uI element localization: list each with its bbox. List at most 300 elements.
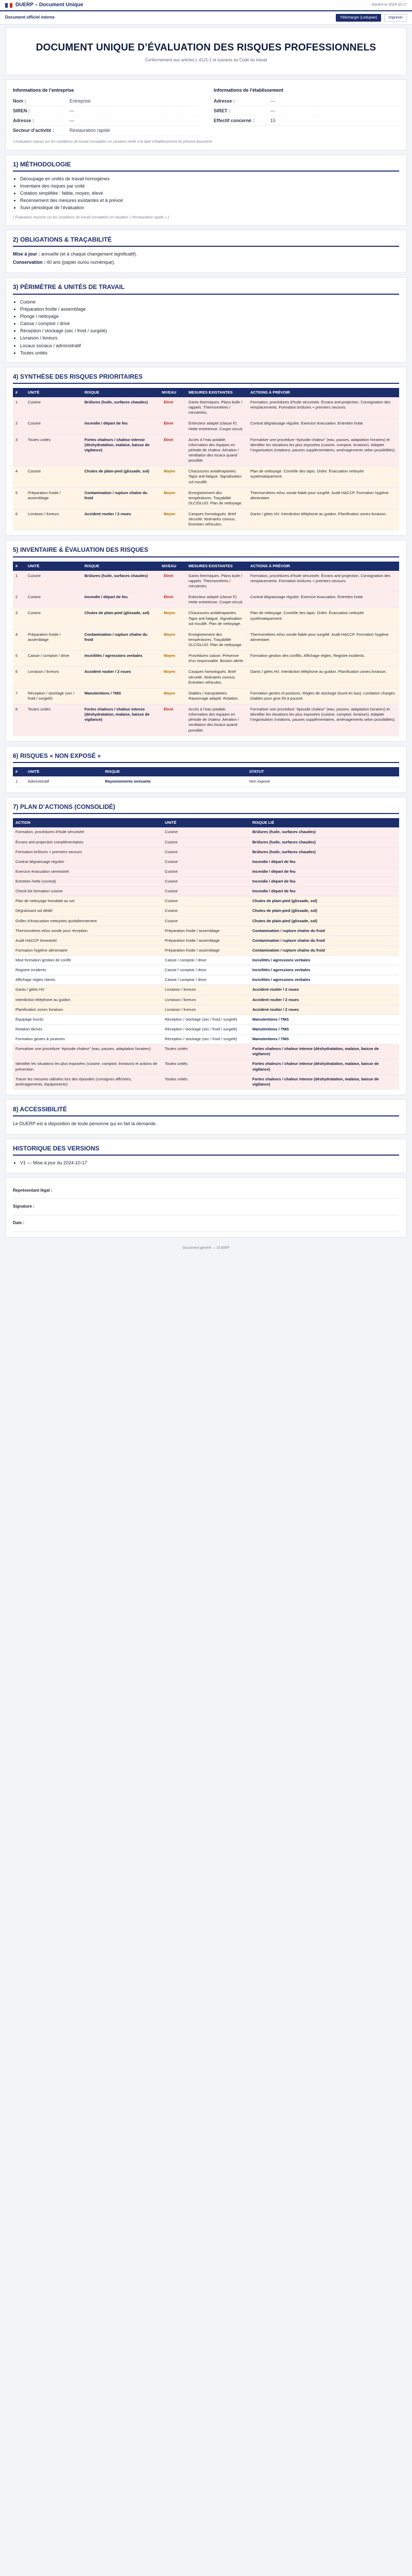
table-row xyxy=(13,1014,399,1024)
table-row xyxy=(13,434,399,466)
inventory-table xyxy=(13,562,399,736)
table-row xyxy=(13,867,399,876)
linked-risk-cell: Manutentions / TMS xyxy=(250,1035,399,1044)
signature-label: Date : xyxy=(13,1221,25,1226)
priority-risks-section xyxy=(5,367,407,536)
linked-risk-cell: Fortes chaleurs / chaleur intense (déshydratation, malaise, baisse de vigilance) xyxy=(250,1074,399,1089)
planned-actions-cell: Formation, procédures d’huile sécurisée. Écrans anti-projection. Consignation des remplacements. Formation brûlures + premiers secours. xyxy=(248,571,399,592)
document-title: DOCUMENT UNIQUE D’ÉVALUATION DES RISQUES PROFESSIONNELS xyxy=(36,42,376,53)
update-paragraph xyxy=(13,251,399,257)
company-field-value: Entreprise xyxy=(70,98,91,104)
flag-icon xyxy=(5,3,12,8)
table-row xyxy=(13,995,399,1005)
linked-risk-cell: Incivilités / agressions verbales xyxy=(250,975,399,985)
column-header: UNITÉ xyxy=(162,818,250,827)
company-field-row xyxy=(13,116,198,126)
unit-cell: Livraison / livreurs xyxy=(162,1005,250,1014)
table-row xyxy=(13,509,399,530)
risk-cell: Brûlures (huile, surfaces chaudes) xyxy=(82,571,159,592)
signature-field[interactable] xyxy=(80,1221,399,1226)
level-badge: Moyen xyxy=(164,612,176,616)
action-cell: Identifier les situations les plus exposées (cuisine, comptoir, livraison) et actions de prévention xyxy=(13,1059,162,1074)
existing-measures-cell: Accès à l’eau potable. Information des équipes en période de chaleur. Aération / ventilation des locaux quand possible. xyxy=(186,704,248,736)
action-cell: Contrat dégraissage régulier xyxy=(13,857,162,867)
linked-risk-cell: Brûlures (huile, surfaces chaudes) xyxy=(250,827,399,837)
table-row xyxy=(13,887,399,896)
planned-actions-cell: Plan de nettoyage. Contrôle des tapis. Ordre. Évacuation nettoyée systématiquement. xyxy=(248,608,399,629)
signature-row xyxy=(13,1199,399,1215)
top-bar xyxy=(0,0,412,11)
action-cell: Grilles d’évacuation nettoyées quotidiennement xyxy=(13,916,162,926)
action-cell: Écrans anti-projection complémentaires xyxy=(13,837,162,847)
action-cell: Équipage lourds xyxy=(13,1014,162,1024)
signatures-section xyxy=(5,1177,407,1238)
linked-risk-cell: Chutes de plain-pied (glissade, sol) xyxy=(250,906,399,916)
table-row xyxy=(13,926,399,936)
planned-actions-cell: Formation, procédures d’huile sécurisée. Écrans anti-projection. Consignation des remplacements. Formation brûlures + premiers secours. xyxy=(248,397,399,418)
risk-cell: Chutes de plain-pied (glissade, sol) xyxy=(82,608,159,629)
update-text: annuelle (et à chaque changement significatif). xyxy=(41,251,138,257)
non-exposed-table xyxy=(13,767,399,787)
action-cell: Formation hygiène alimentaire xyxy=(13,945,162,955)
linked-risk-cell: Accident routier / 2 roues xyxy=(250,995,399,1005)
existing-measures-cell: Extincteur adapté (classe F). Hotte entretenue. Coupe-circuit. xyxy=(186,592,248,608)
linked-risk-cell: Contamination / rupture chaîne du froid xyxy=(250,926,399,936)
linked-risk-cell: Contamination / rupture chaîne du froid xyxy=(250,945,399,955)
table-row xyxy=(13,877,399,887)
action-cell: Tracer les mesures utilisées lors des épisodes (consignes affichées, aménagements, équipements) xyxy=(13,1074,162,1089)
level-cell xyxy=(159,592,186,608)
action-cell: Dégraissant sol dédié xyxy=(13,906,162,916)
table-row xyxy=(13,985,399,995)
level-badge: Moyen xyxy=(164,691,176,696)
linked-risk-cell: Incivilités / agressions verbales xyxy=(250,956,399,965)
unit-cell: Caisse / comptoir / drive xyxy=(25,651,82,667)
linked-risk-cell: Incendie / départ de feu xyxy=(250,877,399,887)
risk-cell: Chutes de plain-pied (glissade, sol) xyxy=(82,466,159,487)
unit-cell: Livraison / livreurs xyxy=(25,667,82,688)
section-title: 2) OBLIGATIONS & TRAÇABILITÉ xyxy=(13,235,399,247)
history-item: • V1 — Mise à jour du 2024-10-17 xyxy=(20,1160,399,1166)
action-cell: Exercice évacuation semestriel xyxy=(13,867,162,876)
row-number: 2 xyxy=(13,418,25,434)
table-row xyxy=(13,1024,399,1034)
risk-cell: Rayonnements ionisants xyxy=(102,776,247,787)
work-unit-item: • Livraison / livreurs xyxy=(20,335,399,341)
obligations-section xyxy=(5,230,407,273)
column-header: RISQUE xyxy=(102,767,247,776)
unit-cell: Cuisine xyxy=(162,847,250,857)
linked-risk-cell: Incendie / départ de feu xyxy=(250,867,399,876)
section-title: 3) PÉRIMÈTRE & UNITÉS DE TRAVAIL xyxy=(13,283,399,294)
unit-cell: Cuisine xyxy=(162,867,250,876)
table-row xyxy=(13,704,399,736)
establishment-field-value: 15 xyxy=(270,117,276,123)
section-title: HISTORIQUE DES VERSIONS xyxy=(13,1144,399,1156)
risk-cell: Accident routier / 2 roues xyxy=(82,667,159,688)
row-number: 1 xyxy=(13,571,25,592)
work-unit-item: • Préparation froide / assemblage xyxy=(20,306,399,312)
unit-cell: Réception / stockage (sec / froid / surgelé) xyxy=(162,1024,250,1034)
linked-risk-cell: Manutentions / TMS xyxy=(250,1024,399,1034)
unit-cell: Livraison / livreurs xyxy=(162,985,250,995)
brand-title: DUERP – Document Unique xyxy=(15,2,83,8)
conservation-label: Conservation : xyxy=(13,260,46,265)
establishment-field-label: Effectif concerné : xyxy=(214,117,254,123)
page-footer: Document généré — DUERP xyxy=(182,1246,230,1250)
accessibility-text: Le DUERP est à disposition de toute personne qui en fait la demande. xyxy=(13,1121,157,1127)
linked-risk-cell: Manutentions / TMS xyxy=(250,1014,399,1024)
risk-cell: Incendie / départ de feu xyxy=(82,592,159,608)
work-unit-item: • Toutes unités xyxy=(20,350,399,356)
establishment-field-row xyxy=(214,106,399,116)
table-row xyxy=(13,847,399,857)
existing-measures-cell: Chaussures antidérapantes. Tapis anti-fatigue. Signalisation sol mouillé. Plan de nettoyage. xyxy=(186,608,248,629)
unit-cell: Cuisine xyxy=(162,916,250,926)
hero-section xyxy=(5,28,407,75)
table-row xyxy=(13,827,399,837)
linked-risk-cell: Incendie / départ de feu xyxy=(250,887,399,896)
work-unit-item: • Cuisine xyxy=(20,299,399,305)
document-label: Document officiel interne xyxy=(5,15,55,20)
inventory-section xyxy=(5,540,407,741)
table-row xyxy=(13,896,399,906)
unit-cell: Préparation froide / assemblage xyxy=(162,945,250,955)
column-header: UNITÉ xyxy=(25,388,82,397)
action-cell: Check-list formation cuisine xyxy=(13,887,162,896)
table-row xyxy=(13,1059,399,1074)
linked-risk-cell: Contamination / rupture chaîne du froid xyxy=(250,936,399,945)
action-cell: Formation, procédures d’huile sécurisée xyxy=(13,827,162,837)
row-number: 3 xyxy=(13,608,25,629)
unit-cell: Préparation froide / assemblage xyxy=(162,936,250,945)
methodology-item: • Suivi périodique de l’évaluation xyxy=(20,205,399,211)
level-cell xyxy=(159,629,186,650)
sub-bar xyxy=(0,11,412,25)
company-field-value: Restauration rapide xyxy=(70,128,110,133)
column-header: MESURES EXISTANTES xyxy=(186,562,248,571)
row-number: 7 xyxy=(13,688,25,704)
action-cell: Mise formation gestion de conflit xyxy=(13,956,162,965)
existing-measures-cell: Gants thermiques. Plans bulle / rappels. Thermomètres / minuteries. xyxy=(186,571,248,592)
table-row xyxy=(13,629,399,650)
accessibility-section xyxy=(5,1099,407,1134)
unit-cell: Toutes unités xyxy=(162,1074,250,1089)
table-row xyxy=(13,936,399,945)
establishment-info xyxy=(214,85,399,136)
level-badge: Élevé xyxy=(164,422,174,426)
non-exposed-section xyxy=(5,746,407,793)
unit-cell: Cuisine xyxy=(25,608,82,629)
linked-risk-cell: Incendie / départ de feu xyxy=(250,857,399,867)
planned-actions-cell: Gants / gilets HV. Interdiction téléphone au guidon. Planification zones livraison. xyxy=(248,509,399,530)
action-cell: Audit HACCP trimestriel xyxy=(13,936,162,945)
table-row xyxy=(13,776,399,787)
brand xyxy=(5,2,83,9)
signature-field[interactable] xyxy=(80,1204,399,1210)
signature-field[interactable] xyxy=(80,1188,399,1194)
row-number: 2 xyxy=(13,592,25,608)
unit-cell: Cuisine xyxy=(25,571,82,592)
risk-cell: Brûlures (huile, surfaces chaudes) xyxy=(82,397,159,418)
work-unit-item: • Réception / stockage (sec / froid / surgelé) xyxy=(20,328,399,334)
level-badge: Élevé xyxy=(164,596,174,600)
table-row xyxy=(13,418,399,434)
establishment-field-value: — xyxy=(270,108,275,113)
action-cell: Thermomètres et/ou sonde pour réception xyxy=(13,926,162,936)
table-row xyxy=(13,487,399,509)
planned-actions-cell: Formaliser une procédure “épisode chaleur” (eau, pauses, adaptation horaires) et identifier les situations les plus exposées (cuisine, comptoir, livraison). Adapter l’organisation (rotations, pauses supplémentaires, aménagements selon possibilités). xyxy=(248,434,399,466)
methodology-item: • Découpage en unités de travail homogènes xyxy=(20,176,399,182)
methodology-section xyxy=(5,155,407,226)
level-cell xyxy=(159,487,186,509)
level-cell xyxy=(159,466,186,487)
priority-risks-table xyxy=(13,388,399,531)
unit-cell: Réception / stockage (sec / froid / surgelé) xyxy=(25,688,82,704)
column-header: # xyxy=(13,562,25,571)
table-row xyxy=(13,651,399,667)
column-header: ACTION xyxy=(13,818,162,827)
establishment-field-label: Adresse : xyxy=(214,98,235,104)
linked-risk-cell: Fortes chaleurs / chaleur intense (déshydratation, malaise, baisse de vigilance) xyxy=(250,1059,399,1074)
unit-cell: Cuisine xyxy=(162,837,250,847)
existing-measures-cell: Enregistrement des températures. Traçabilité DLC/DLUO. Plan de nettoyage. xyxy=(186,629,248,650)
table-row xyxy=(13,667,399,688)
action-cell: Interdiction téléphone au guidon xyxy=(13,995,162,1005)
unit-cell: Cuisine xyxy=(25,418,82,434)
table-row xyxy=(13,916,399,926)
unit-cell: Caisse / comptoir / drive xyxy=(162,956,250,965)
perimeter-section xyxy=(5,277,407,362)
company-field-label: Nom : xyxy=(13,98,26,104)
existing-measures-cell: Accès à l’eau potable. Information des équipes en période de chaleur. Aération / ventilation des locaux quand possible. xyxy=(186,434,248,466)
action-cell: Rotation tâches xyxy=(13,1024,162,1034)
linked-risk-cell: Brûlures (huile, surfaces chaudes) xyxy=(250,837,399,847)
level-badge: Moyen xyxy=(164,670,176,674)
row-number: 1 xyxy=(13,397,25,418)
company-field-value: — xyxy=(70,108,74,113)
level-cell xyxy=(159,434,186,466)
level-badge: Moyen xyxy=(164,513,176,517)
action-cell: Gants / gilets HV xyxy=(13,985,162,995)
existing-measures-cell: Casques homologués. Brief sécurité. Itinéraires connus. Entretien véhicules. xyxy=(186,667,248,688)
establishment-field-value: — xyxy=(270,98,275,104)
row-number: 4 xyxy=(13,466,25,487)
section-title: 4) SYNTHÈSE DES RISQUES PRIORITAIRES xyxy=(13,372,399,384)
row-number: 5 xyxy=(13,487,25,509)
linked-risk-cell: Brûlures (huile, surfaces chaudes) xyxy=(250,847,399,857)
unit-cell: Réception / stockage (sec / froid / surgelé) xyxy=(162,1035,250,1044)
column-header: ACTIONS À PRÉVOIR xyxy=(248,562,399,571)
table-row xyxy=(13,857,399,867)
planned-actions-cell: Thermomètres et/ou sonde fiable pour surgélé. Audit HACCP. Formation hygiène alimentaire. xyxy=(248,487,399,509)
download-button[interactable]: Télécharger (Ledupwe) xyxy=(336,14,381,22)
table-row xyxy=(13,1035,399,1044)
unit-cell: Caisse / comptoir / drive xyxy=(162,975,250,985)
row-number: 6 xyxy=(13,509,25,530)
column-header: NIVEAU xyxy=(159,562,186,571)
column-header: STATUT xyxy=(247,767,399,776)
generated-date: Généré le 2024-10-17 xyxy=(371,3,407,7)
methodology-list xyxy=(13,176,399,211)
existing-measures-cell: Enregistrement des températures. Traçabilité DLC/DLUO. Plan de nettoyage. xyxy=(186,487,248,509)
unit-cell: Cuisine xyxy=(162,887,250,896)
table-row xyxy=(13,837,399,847)
conservation-paragraph xyxy=(13,259,399,265)
risk-cell: Accident routier / 2 roues xyxy=(82,509,159,530)
section-title: 6) RISQUES « NON EXPOSÉ » xyxy=(13,752,399,763)
column-header: # xyxy=(13,388,25,397)
unit-cell: Préparation froide / assemblage xyxy=(162,926,250,936)
unit-cell: Livraison / livreurs xyxy=(25,509,82,530)
info-note: L’évaluation repose sur les conditions de travail constatées en situation réelle à la date d’établissement du présent document. xyxy=(13,140,213,144)
row-number: 4 xyxy=(13,629,25,650)
level-cell xyxy=(159,688,186,704)
work-unit-item: • Locaux sociaux / administratif xyxy=(20,343,399,349)
unit-cell: Cuisine xyxy=(25,592,82,608)
level-cell xyxy=(159,608,186,629)
company-info xyxy=(13,85,198,136)
row-number: 3 xyxy=(13,434,25,466)
signature-row xyxy=(13,1183,399,1199)
work-unit-item: • Plonge / nettoyage xyxy=(20,313,399,319)
status-cell: Non exposé xyxy=(247,776,399,787)
unit-cell: Cuisine xyxy=(162,877,250,887)
company-field-label: SIREN : xyxy=(13,108,30,113)
action-cell: Formation brûlures + premiers secours xyxy=(13,847,162,857)
unit-cell: Cuisine xyxy=(25,397,82,418)
linked-risk-cell: Chutes de plain-pied (glissade, sol) xyxy=(250,896,399,906)
signature-row xyxy=(13,1215,399,1232)
methodology-note: ( Évaluation reposée sur les conditions de travail constatées en situation « Restauration rapide » ) xyxy=(13,215,169,219)
action-cell: Plan de nettoyage horodaté au sol xyxy=(13,896,162,906)
company-field-row xyxy=(13,96,198,106)
table-row xyxy=(13,397,399,418)
section-title: 8) ACCESSIBILITÉ xyxy=(13,1105,399,1116)
unit-cell: Cuisine xyxy=(162,896,250,906)
planned-actions-cell: Contrat dégraissage régulier. Exercice évacuation. Entretien hotte. xyxy=(248,592,399,608)
risk-cell: Contamination / rupture chaîne du froid xyxy=(82,487,159,509)
level-badge: Élevé xyxy=(164,401,174,405)
methodology-item: • Recensement des mesures existantes et à prévoir xyxy=(20,197,399,204)
existing-measures-cell: Gants thermiques. Plans bulle / rappels. Thermomètres / minuteries. xyxy=(186,397,248,418)
table-row xyxy=(13,608,399,629)
level-badge: Élevé xyxy=(164,708,174,712)
action-cell: Planification zones livraison xyxy=(13,1005,162,1014)
level-cell xyxy=(159,704,186,736)
linked-risk-cell: Accident routier / 2 roues xyxy=(250,985,399,995)
action-cell: Formation gestes & postures xyxy=(13,1035,162,1044)
unit-cell: Réception / stockage (sec / froid / surgelé) xyxy=(162,1014,250,1024)
level-badge: Élevé xyxy=(164,438,174,442)
work-unit-item: • Caisse / comptoir / drive xyxy=(20,320,399,327)
column-header: RISQUE xyxy=(82,388,159,397)
establishment-field-row xyxy=(214,96,399,106)
column-header: UNITÉ xyxy=(25,767,102,776)
planned-actions-cell: Gants / gilets HV. Interdiction téléphone au guidon. Planification zones livraison. xyxy=(248,667,399,688)
signature-label: Signature : xyxy=(13,1204,35,1209)
column-header: RISQUE xyxy=(82,562,159,571)
level-badge: Moyen xyxy=(164,491,176,495)
risk-cell: Incendie / départ de feu xyxy=(82,418,159,434)
company-field-label: Secteur d’activité : xyxy=(13,128,55,133)
column-header: ACTIONS À PRÉVOIR xyxy=(248,388,399,397)
row-number: 8 xyxy=(13,704,25,736)
planned-actions-cell: Contrat dégraissage régulier. Exercice évacuation. Entretien hotte. xyxy=(248,418,399,434)
action-cell: Registre incidents xyxy=(13,965,162,975)
company-info-section xyxy=(5,79,407,150)
establishment-info-title: Informations de l’établissement xyxy=(214,87,284,93)
action-plan-table xyxy=(13,818,399,1090)
table-row xyxy=(13,466,399,487)
existing-measures-cell: Chaussures antidérapantes. Tapis anti-fatigue. Signalisation sol mouillé. xyxy=(186,466,248,487)
column-header: # xyxy=(13,767,25,776)
history-section xyxy=(5,1139,407,1173)
company-field-row xyxy=(13,126,198,135)
level-cell xyxy=(159,651,186,667)
unit-cell: Toutes unités xyxy=(162,1059,250,1074)
level-badge: Élevé xyxy=(164,574,174,578)
planned-actions-cell: Formaliser une procédure “épisode chaleur” (eau, pauses, adaptation horaires) et identifier les situations les plus exposées (cuisine, comptoir, livraison). Adapter l’organisation (rotations, pauses supplémentaires, aménagements selon possibilités). xyxy=(248,704,399,736)
column-header: MESURES EXISTANTES xyxy=(186,388,248,397)
print-button[interactable]: Imprimer xyxy=(384,14,407,22)
existing-measures-cell: Diables / transpalettes. Rayonnage adapté. Rotation. xyxy=(186,688,248,704)
table-row xyxy=(13,1074,399,1089)
update-label: Mise à jour : xyxy=(13,251,40,257)
table-row xyxy=(13,688,399,704)
company-info-title: Informations de l’entreprise xyxy=(13,87,74,93)
action-cell: Entretien hotte (contrat) xyxy=(13,877,162,887)
linked-risk-cell: Chutes de plain-pied (glissade, sol) xyxy=(250,916,399,926)
work-units-list xyxy=(13,299,399,356)
section-title: 5) INVENTAIRE & ÉVALUATION DES RISQUES xyxy=(13,546,399,557)
table-row xyxy=(13,956,399,965)
unit-cell: Cuisine xyxy=(162,827,250,837)
level-cell xyxy=(159,667,186,688)
table-row xyxy=(13,1005,399,1014)
table-row xyxy=(13,975,399,985)
planned-actions-cell: Thermomètres et/ou sonde fiable pour surgélé. Audit HACCP. Formation hygiène alimentaire. xyxy=(248,629,399,650)
methodology-item: • Cotation simplifiée : faible, moyen, élevé xyxy=(20,190,399,196)
risk-cell: Contamination / rupture chaîne du froid xyxy=(82,629,159,650)
row-number: 5 xyxy=(13,651,25,667)
section-title: 7) PLAN D’ACTIONS (CONSOLIDÉ) xyxy=(13,803,399,814)
unit-cell: Cuisine xyxy=(162,906,250,916)
table-row xyxy=(13,571,399,592)
level-cell xyxy=(159,397,186,418)
company-field-label: Adresse : xyxy=(13,117,35,123)
company-field-value: — xyxy=(70,117,74,123)
planned-actions-cell: Formation gestion des conflits. Affichage règles. Registre incidents. xyxy=(248,651,399,667)
risk-cell: Fortes chaleurs / chaleur intense (déshydratation, malaise, baisse de vigilance) xyxy=(82,434,159,466)
linked-risk-cell: Incivilités / agressions verbales xyxy=(250,965,399,975)
unit-cell: Caisse / comptoir / drive xyxy=(162,965,250,975)
column-header: RISQUE LIÉ xyxy=(250,818,399,827)
action-cell: Affichage règles clients xyxy=(13,975,162,985)
unit-cell: Toutes unités xyxy=(25,704,82,736)
column-header: NIVEAU xyxy=(159,388,186,397)
unit-cell: Préparation froide / assemblage xyxy=(25,629,82,650)
unit-cell: Cuisine xyxy=(25,466,82,487)
risk-cell: Fortes chaleurs / chaleur intense (déshydratation, malaise, baisse de vigilance) xyxy=(82,704,159,736)
row-number: 6 xyxy=(13,667,25,688)
risk-cell: Manutentions / TMS xyxy=(82,688,159,704)
existing-measures-cell: Casques homologués. Brief sécurité. Itinéraires connus. Entretien véhicules. xyxy=(186,509,248,530)
unit-cell: Toutes unités xyxy=(25,434,82,466)
establishment-field-label: SIRET : xyxy=(214,108,231,113)
history-list xyxy=(13,1160,399,1166)
unit-cell: Administratif xyxy=(25,776,102,787)
